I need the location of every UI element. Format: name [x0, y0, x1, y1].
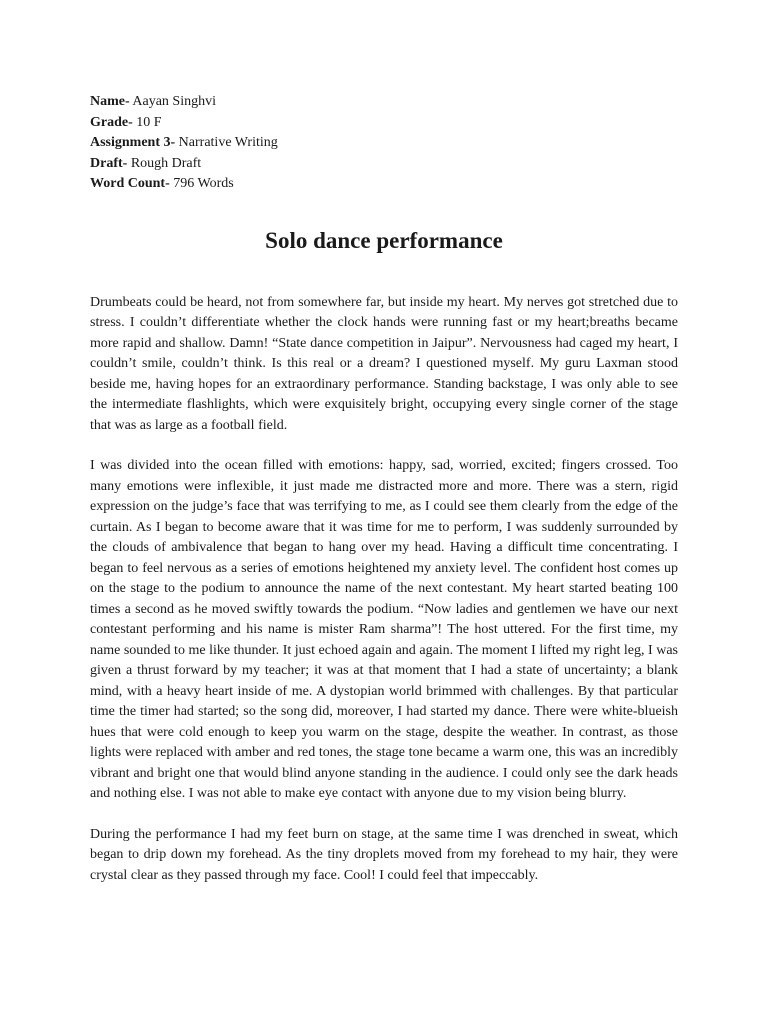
paragraph-2: I was divided into the ocean filled with emotions: happy, sad, worried, excited; fingers crossed. Too many emotions were inflexible, it just made me distracted more and more. There was a stern, rigid expression on the judge’s face that was terrifying to me, as I could see them clearly from the edge of the curtain. As I began to become aware that it was time for me to perform, I was suddenly surrounded by the clouds of ambivalence that began to hang over my head. Having a difficult time concentrating. I began to feel nervous as a series of emotions heightened my anxiety level. The confident host comes up on the stage to the podium to announce the name of the next contestant. My heart started beating 100 times a second as he moved swiftly towards the podium. “Now ladies and gentlemen we have our next contestant performing and his name is mister Ram sharma”! The host uttered. For the first time, my name sounded to me like thunder. It just echoed again and again. The moment I lifted my right leg, I was given a thrust forward by my teacher; it was at that moment that I had a state of uncertainty; a blank mind, with a heavy heart inside of me. A dystopian world brimmed with challenges. By that particular time the timer had started; so the song did, moreover, I had started my dance. There were white-blueish hues that were cold enough to keep you warm on the stage, despite the weather. In contrast, as those lights were replaced with amber and red tones, the stage tone became a warm one, this was an incredibly vibrant and bright one that would blind anyone standing in the audience. I could only see the dark heads and nothing else. I was not able to make eye contact with anyone due to my vision being blurry. — [90, 458, 678, 801]
assignment-row — [90, 133, 678, 154]
paragraph-1: Drumbeats could be heard, not from somewhere far, but inside my heart. My nerves got stretched due to stress. I couldn’t differentiate whether the clock hands were running fast or my heart;breaths became more rapid and shallow. Damn! “State dance competition in Jaipur”. Nervousness had caged my heart, I couldn’t smile, couldn’t think. Is this real or a dream? I questioned myself. My guru Laxman stood beside me, having hopes for an extraordinary performance. Standing backstage, I was only able to see the intermediate flashlights, which were exquisitely bright, occupying every single corner of the stage that was as large as a football field. — [90, 294, 678, 433]
word-count-value: 796 Words — [169, 176, 234, 191]
draft-label: Draft- — [90, 155, 128, 171]
word-count-label: Word Count- — [90, 176, 170, 191]
document-title: Solo dance performance — [265, 227, 503, 253]
assignment-value: Narrative Writing — [175, 135, 278, 150]
name-row — [90, 92, 678, 113]
name-label: Name- — [90, 94, 130, 109]
name-value: Aayan Singhvi — [129, 94, 216, 109]
header-block — [90, 92, 678, 195]
assignment-label: Assignment 3- — [90, 135, 176, 150]
grade-value: 10 F — [132, 114, 162, 130]
draft-value: Rough Draft — [127, 155, 202, 171]
paragraph-3: During the performance I had my feet burn on stage, at the same time I was drenched in sweat, which began to drip down my forehead. As the tiny droplets moved from my forehead to my hair, they were crystal clear as they passed through my face. Cool! I could feel that impeccably. — [90, 826, 678, 883]
grade-label: Grade- — [90, 114, 133, 130]
draft-row — [90, 154, 678, 175]
grade-row — [90, 113, 678, 134]
word-count-row — [90, 174, 678, 195]
